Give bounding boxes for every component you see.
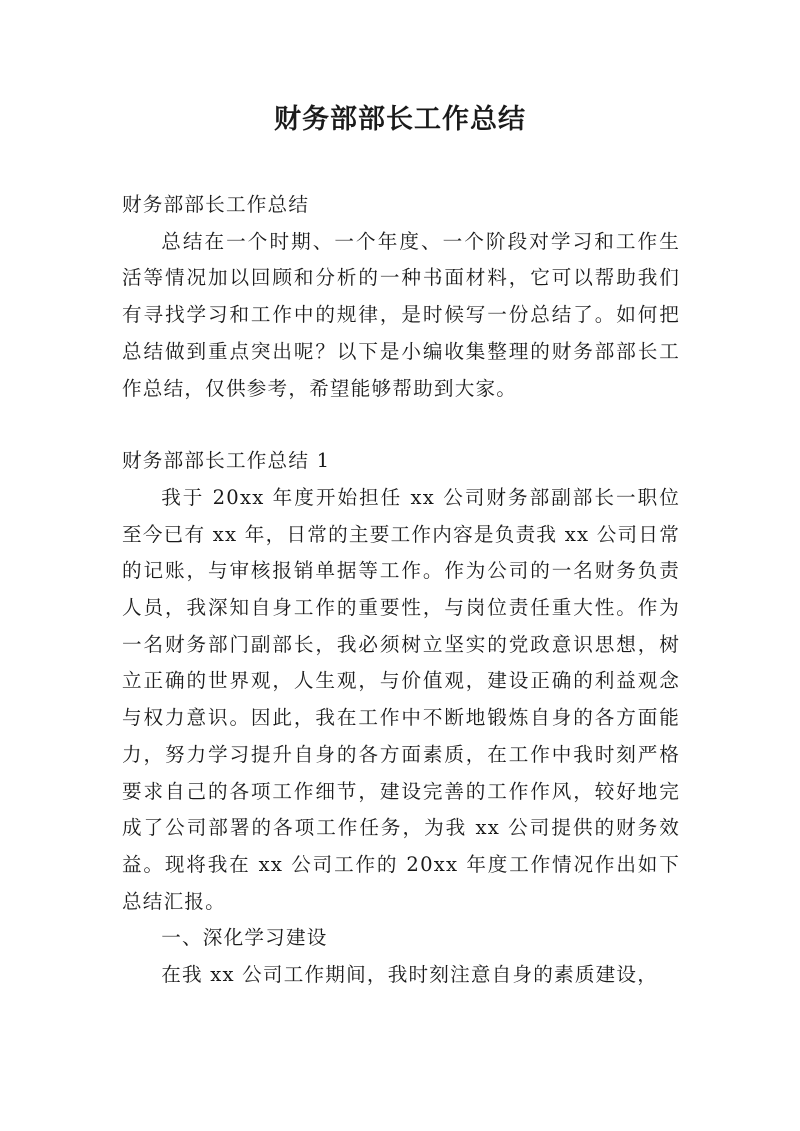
intro-paragraph: 总结在一个时期、一个年度、一个阶段对学习和工作生活等情况加以回顾和分析的一种书面材料，它可以帮助我们有寻找学习和工作中的规律，是时候写一份总结了。如何把总结做到重点突出呢？以下是小编收集整理的财务部部长工作总结，仅供参考，希望能够帮助到大家。 [122, 229, 680, 400]
subtitle: 财务部部长工作总结 [122, 193, 310, 216]
document-body [122, 187, 680, 994]
subheading-paragraph: 在我 xx 公司工作期间，我时刻注意自身的素质建设， [161, 963, 659, 987]
section-heading: 财务部部长工作总结 1 [122, 449, 331, 473]
section-paragraph: 我于 20xx 年度开始担任 xx 公司财务部副部长一职位至今已有 xx 年，日常的主要工作内容是负责我 xx 公司日常的记账，与审核报销单据等工作。作为公司的一名财务负责人员，我深知自身工作的重要性，与岗位责任重大性。作为一名财务部门副部长，我必须树立坚实的党政意识思想，树立正确的世界观，人生观，与价值观，建设正确的利益观念与权力意识。因此，我在工作中不断地锻炼自身的各方面能力，努力学习提升自身的各方面素质，在工作中我时刻严格要求自己的各项工作细节，建设完善的工作作风，较好地完成了公司部署的各项工作任务，为我 xx 公司提供的财务效益。现将我在 xx 公司工作的 20xx 年度工作情况作出如下总结汇报。 [122, 485, 680, 913]
subheading: 一、深化学习建设 [161, 926, 328, 950]
document-title: 财务部部长工作总结 [274, 104, 526, 135]
